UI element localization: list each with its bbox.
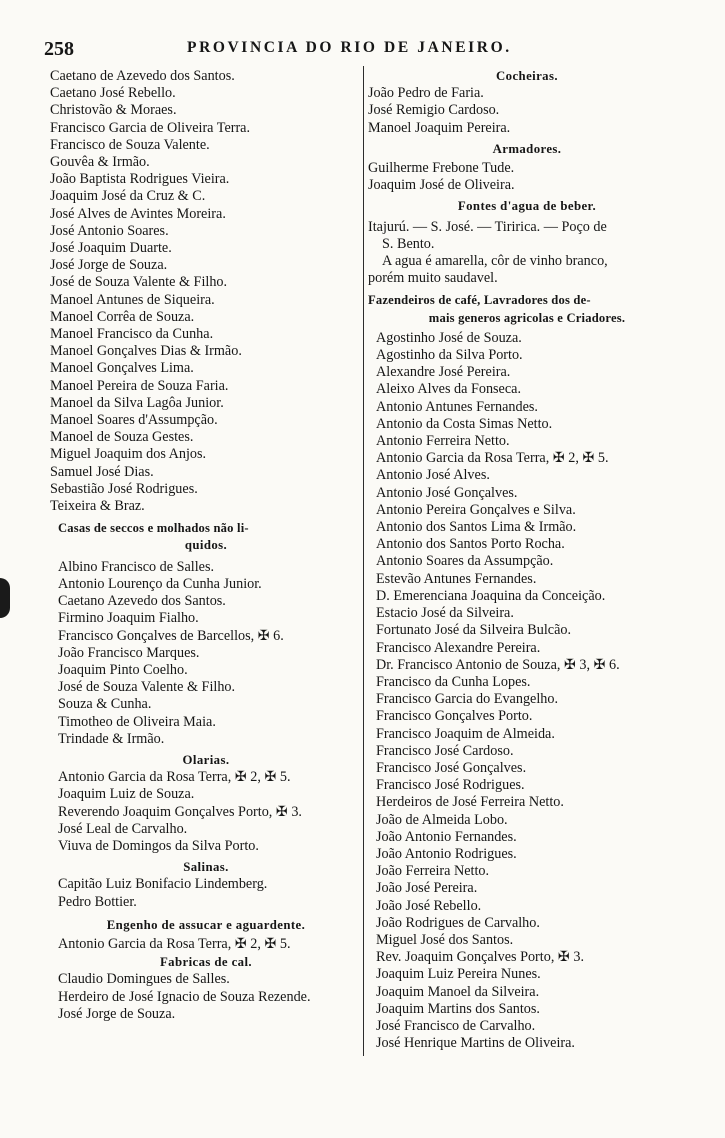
list-item: Antonio dos Santos Porto Rocha. [376,536,565,553]
list-item: Joaquim José de Oliveira. [368,177,515,194]
list-item: José Francisco de Carvalho. [376,1017,536,1034]
list-item: José de Souza Valente & Filho. [50,274,228,291]
list-item: João Rodrigues de Carvalho. [376,914,540,931]
list-item: João Antonio Rodrigues. [376,845,517,862]
list-item: Miguel Joaquim dos Anjos. [50,446,207,463]
section-heading-olarias: Olarias. [182,752,230,767]
list-item: José Remigio Cardoso. [368,102,500,119]
list-item: José Antonio Soares. [50,222,169,239]
section-heading-salinas: Salinas. [183,860,229,875]
list-item: Francisco José Rodrigues. [376,777,525,794]
list-item: Francisco Gonçalves de Barcellos, ✠ 6. [58,627,284,644]
column-divider [363,66,364,1056]
section-heading-fontes: Fontes d'agua de beber. [457,199,597,214]
list-casas [50,559,362,748]
list-item: Antonio José Gonçalves. [376,484,518,501]
list-item: Antonio dos Santos Lima & Irmão. [376,519,577,536]
list-item: Manoel da Silva Lagôa Junior. [50,394,224,411]
list-item: Francisco José Gonçalves. [376,759,527,776]
list-item: José Jorge de Souza. [50,257,168,274]
list-item: Joaquim Luiz de Souza. [58,786,195,803]
list-item: João Francisco Marques. [58,644,200,661]
list-item: Joaquim José da Cruz & C. [50,188,206,205]
list-item: Manoel Joaquim Pereira. [368,119,511,136]
fontes-line-1: Itajurú. — S. José. — Tiririca. — Poço de [368,218,607,235]
list-item: Herdeiro de José Ignacio de Souza Rezende. [58,988,311,1005]
list-item: Samuel José Dias. [50,463,154,480]
list-salinas [50,876,362,910]
list-item: Joaquim Manoel da Silveira. [376,983,540,1000]
list-fabricas [50,971,362,1023]
section-heading-armadores: Armadores. [492,141,562,156]
list-item: Manoel Gonçalves Dias & Irmão. [50,343,242,360]
list-item: João Antonio Fernandes. [376,828,517,845]
list-item: João Ferreira Netto. [376,863,490,880]
list-item: Herdeiros de José Ferreira Netto. [376,794,564,811]
list-item: José Leal de Carvalho. [58,820,188,837]
list-item: Dr. Francisco Antonio de Souza, ✠ 3, ✠ 6. [376,656,620,673]
list-item: Sebastião José Rodrigues. [50,480,198,497]
ink-blot [0,578,10,618]
list-item: Antonio Garcia da Rosa Terra, ✠ 2, ✠ 5. [58,935,291,952]
list-item: José Jorge de Souza. [58,1005,176,1022]
list-item: Antonio José Alves. [376,467,490,484]
list-item: Francisco Garcia do Evangelho. [376,691,559,708]
page-title: PROVINCIA DO RIO DE JANEIRO. [187,39,512,56]
list-item: Manoel Antunes de Siqueira. [50,291,215,308]
list-item: João Baptista Rodrigues Vieira. [50,171,230,188]
list-item: João José Pereira. [376,880,478,897]
list-item: Teixeira & Braz. [50,498,145,515]
list-item: Manoel Gonçalves Lima. [50,360,194,377]
list-item: José de Souza Valente & Filho. [58,679,236,696]
list-item: José Alves de Avintes Moreira. [50,205,226,222]
list-item: Capitão Luiz Bonifacio Lindemberg. [58,876,268,893]
fontes-line-3: A agua é amarella, côr de vinho branco, [382,253,608,270]
list-item: Manoel Corrêa de Souza. [50,308,195,325]
list-item: Caetano José Rebello. [50,85,176,102]
section-heading-casas-cont: quidos. [184,538,228,553]
list-item: Antonio Garcia da Rosa Terra, ✠ 2, ✠ 5. [376,450,609,467]
page-number: 258 [44,38,74,60]
left-column [50,68,362,1023]
list-item: Fortunato José da Silveira Bulcão. [376,622,572,639]
right-column [368,68,686,1052]
section-heading-casas: Casas de seccos e molhados não li- [58,521,249,536]
list-item: Claudio Domingues de Salles. [58,971,230,988]
list-item: José Henrique Martins de Oliveira. [376,1035,575,1052]
list-item: Firmino Joaquim Fialho. [58,610,199,627]
list-cocheiras [368,85,686,137]
section-heading-cocheiras: Cocheiras. [496,69,558,83]
list-item: José Joaquim Duarte. [50,240,172,257]
list-item: Alexandre José Pereira. [376,364,511,381]
list-item: Caetano de Azevedo dos Santos. [50,68,235,84]
list-item: Antonio Soares da Assumpção. [376,553,554,570]
list-engenho [50,936,362,953]
list-item: João José Rebello. [376,897,482,914]
list-olarias [50,769,362,855]
list-item: Francisco Gonçalves Porto. [376,708,533,725]
list-item: Viuva de Domingos da Silva Porto. [58,837,259,854]
fontes-line-2: S. Bento. [382,235,435,252]
list-item: Antonio da Costa Simas Netto. [376,415,553,432]
list-item: Antonio Garcia da Rosa Terra, ✠ 2, ✠ 5. [58,769,291,786]
list-item: Francisco Garcia de Oliveira Terra. [50,119,251,136]
list-item: Manoel de Souza Gestes. [50,429,194,446]
list-item: Reverendo Joaquim Gonçalves Porto, ✠ 3. [58,803,302,820]
list-item: Francisco José Cardoso. [376,742,514,759]
list-item: Joaquim Martins dos Santos. [376,1000,540,1017]
list-armadores [368,160,686,194]
list-item: Albino Francisco de Salles. [58,558,215,575]
list-item: Francisco da Cunha Lopes. [376,673,531,690]
list-item: Estacio José da Silveira. [376,605,514,622]
list-item: Francisco de Souza Valente. [50,136,210,153]
list-item: Joaquim Luiz Pereira Nunes. [376,966,541,983]
list-fazendeiros [368,330,686,1053]
list-item: João Pedro de Faria. [368,85,484,102]
list-item: Rev. Joaquim Gonçalves Porto, ✠ 3. [376,949,584,966]
list-item: Estevão Antunes Fernandes. [376,570,537,587]
list-item: D. Emerenciana Joaquina da Conceição. [376,587,606,604]
list-item: Miguel José dos Santos. [376,931,514,948]
list-item: Christovão & Moraes. [50,102,177,119]
list-item: Aleixo Alves da Fonseca. [376,381,521,398]
list-item: Antonio Antunes Fernandes. [376,398,538,415]
list-item: João de Almeida Lobo. [376,811,508,828]
list-item: Manoel Francisco da Cunha. [50,326,214,343]
list-item: Pedro Bottier. [58,893,137,910]
list-item: Antonio Ferreira Netto. [376,433,510,450]
fontes-line-4: porém muito saudavel. [368,270,498,287]
list-item: Caetano Azevedo dos Santos. [58,593,226,610]
list-item: Timotheo de Oliveira Maia. [58,713,216,730]
list-merchants [50,68,362,515]
list-item: Joaquim Pinto Coelho. [58,661,188,678]
section-heading-fazendeiros-cont: mais generos agricolas e Criadores. [428,310,626,325]
list-item: Manoel Soares d'Assumpção. [50,412,218,429]
section-heading-fabricas: Fabricas de cal. [159,955,253,970]
list-item: Souza & Cunha. [58,696,152,713]
list-item: Gouvêa & Irmão. [50,154,150,171]
list-item: Manoel Pereira de Souza Faria. [50,377,229,394]
page-header [0,38,725,64]
list-item: Trindade & Irmão. [58,730,165,747]
section-heading-engenho: Engenho de assucar e aguardente. [106,917,306,932]
list-item: Guilherme Frebone Tude. [368,160,515,177]
list-item: Antonio Pereira Gonçalves e Silva. [376,501,576,518]
list-item: Antonio Lourenço da Cunha Junior. [58,575,262,592]
list-item: Agostinho José de Souza. [376,329,522,346]
list-item: Francisco Joaquim de Almeida. [376,725,555,742]
section-heading-fazendeiros: Fazendeiros de café, Lavradores dos de- [368,293,591,308]
list-item: Francisco Alexandre Pereira. [376,639,541,656]
list-item: Agostinho da Silva Porto. [376,347,523,364]
